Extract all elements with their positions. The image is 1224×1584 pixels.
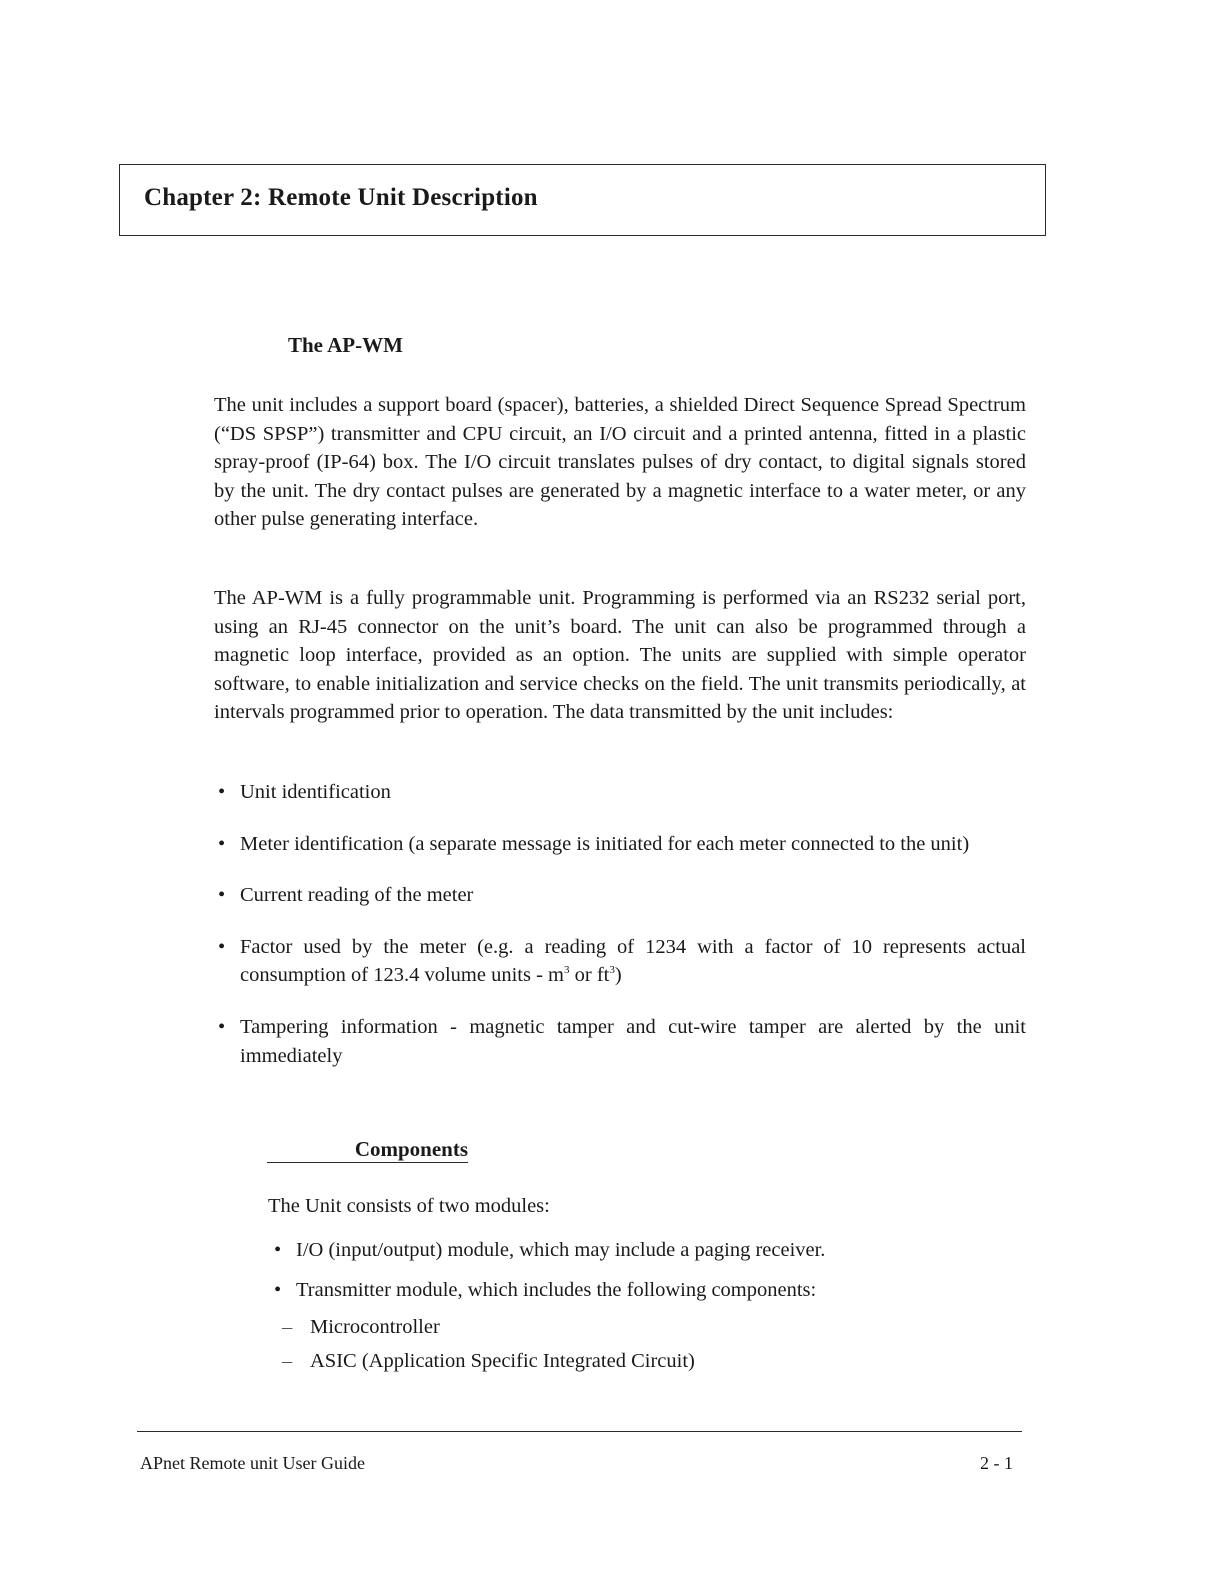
superscript: 3 (609, 964, 615, 977)
programming-paragraph: The AP-WM is a fully programmable unit. Programming is performed via an RS232 serial port, using an RJ-45 connector on the unit’s board. The unit can also be programmed through a magnetic loop interface, provided as an option. The units are supplied with simple operator software, to enable initialization and service checks on the field. The unit transmits periodically, at intervals programmed prior to operation. The data transmitted by the unit includes: (214, 587, 1026, 724)
list-item (218, 933, 1026, 990)
chapter-title: Chapter 2: Remote Unit Description (144, 184, 538, 211)
dash-icon: – (282, 1316, 293, 1338)
page-number: 2 - 1 (980, 1453, 1013, 1473)
superscript: 3 (564, 964, 570, 977)
list-item (218, 830, 1026, 859)
bullet-icon: • (218, 832, 226, 855)
modules-list (274, 1236, 825, 1316)
list-item-text: I/O (input/output) module, which may include a paging receiver. (296, 1239, 826, 1261)
list-item-text: Tampering information - magnetic tamper and cut-wire tamper are alerted by the unit immediately (240, 1015, 1026, 1067)
bullet-icon: • (218, 884, 226, 907)
list-item-text: Transmitter module, which includes the following components: (296, 1279, 817, 1301)
footer-document-title: APnet Remote unit User Guide (140, 1453, 365, 1473)
list-item (282, 1347, 695, 1375)
bullet-icon: • (218, 781, 226, 803)
dash-icon: – (282, 1350, 293, 1372)
components-intro: The Unit consists of two modules: (268, 1195, 550, 1217)
bullet-icon: • (218, 935, 226, 958)
footer-divider (137, 1431, 1022, 1432)
list-item (218, 778, 1026, 807)
list-item (218, 881, 1026, 910)
factor-text-after: ) (614, 964, 622, 987)
list-item (282, 1313, 695, 1341)
list-item (274, 1276, 825, 1304)
bullet-icon: • (274, 1239, 282, 1261)
components-heading: Components (354, 1137, 468, 1161)
transmitter-components-list (282, 1313, 695, 1381)
transmitted-data-list (218, 778, 1026, 1093)
list-item-text: Meter identification (a separate message is initiated for each meter connected to the unit) (240, 832, 970, 855)
list-item-text: Current reading of the meter (240, 884, 474, 907)
list-item (218, 1013, 1026, 1070)
list-item-text: Microcontroller (310, 1316, 440, 1338)
section-title: The AP-WM (288, 333, 403, 357)
intro-paragraph: The unit includes a support board (spacer), batteries, a shielded Direct Sequence Spread Spectrum (“DS SPSP”) transmitter and CPU circuit, an I/O circuit and a printed antenna, fitted in a plastic spray-proof (IP-64) box. The I/O circuit translates pulses of dry contact, to digital signals stored by the unit. The dry contact pulses are generated by a magnetic interface to a water meter, or any other pulse generating interface. (214, 394, 1026, 531)
bullet-icon: • (274, 1279, 282, 1301)
list-item-text: ASIC (Application Specific Integrated Circuit) (310, 1350, 695, 1372)
components-heading-underline (267, 1136, 468, 1163)
list-item-text: Unit identification (240, 781, 391, 803)
factor-text-before: Factor used by the meter (e.g. a reading of 1234 with a factor of 10 represents actual consumption of 123.4 volume units - m (240, 935, 1026, 987)
factor-text-middle: or ft (569, 964, 610, 987)
list-item-text (240, 936, 1026, 987)
list-item (274, 1236, 825, 1264)
bullet-icon: • (218, 1015, 226, 1038)
